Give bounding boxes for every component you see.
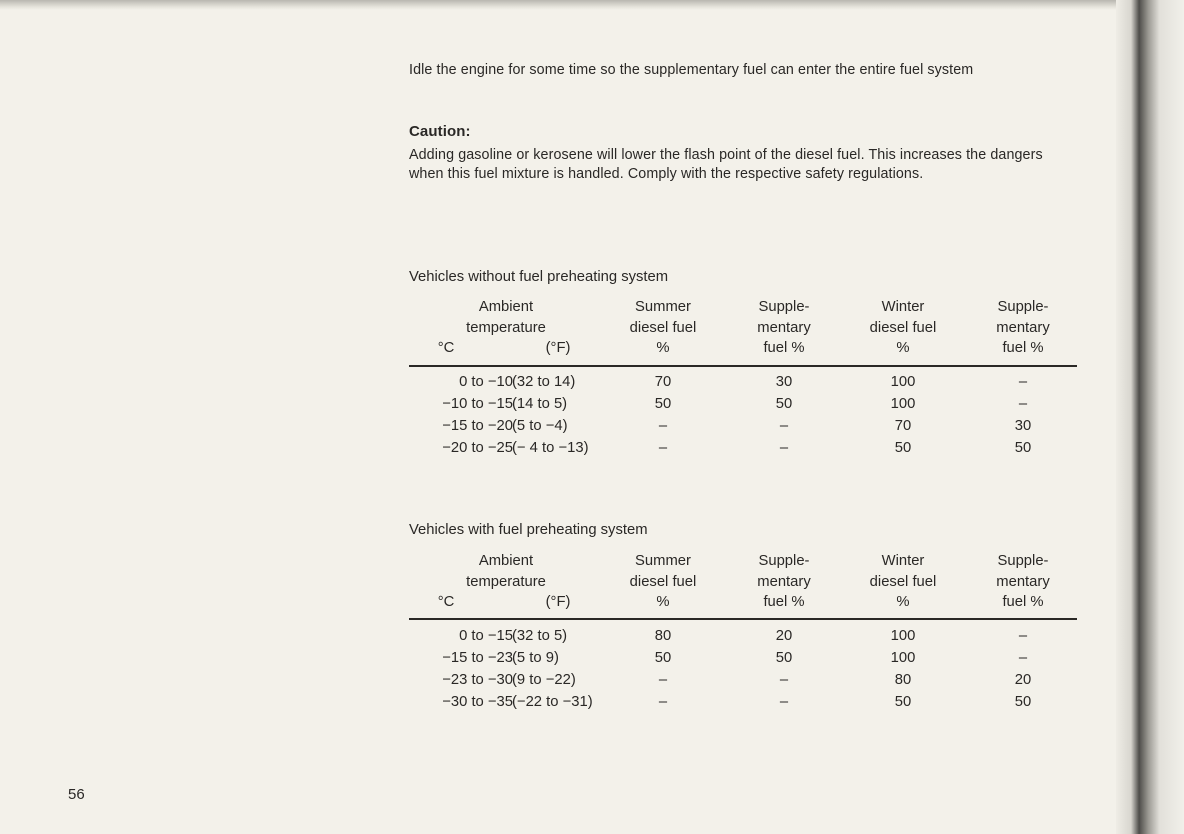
header-summer-diesel xyxy=(608,551,718,613)
table-row xyxy=(0,650,1184,670)
header-line: Ambient xyxy=(478,299,534,315)
cell-celsius: −30 to −35 xyxy=(442,694,513,710)
cell-winter-diesel: 100 xyxy=(890,396,916,412)
cell-fahrenheit: (−22 to −31) xyxy=(512,694,593,710)
header-celsius: °C xyxy=(437,594,455,610)
header-line: Supple- xyxy=(997,553,1049,569)
table-title: Vehicles without fuel preheating system xyxy=(409,269,669,285)
header-line: % xyxy=(656,340,670,356)
cell-fahrenheit: (− 4 to −13) xyxy=(512,440,589,456)
header-line: mentary xyxy=(757,573,811,590)
cell-summer-diesel: 80 xyxy=(654,628,672,644)
cell-celsius: 0 to −10 xyxy=(459,374,513,390)
cell-winter-diesel: 50 xyxy=(894,694,912,710)
header-winter-diesel xyxy=(848,551,958,613)
cell-celsius: 0 to −15 xyxy=(459,628,513,644)
header-line: diesel fuel xyxy=(869,573,937,590)
cell-summer-supplementary: 50 xyxy=(775,396,793,412)
cell-summer-diesel: – xyxy=(658,440,668,456)
table-row xyxy=(0,694,1184,714)
cell-winter-diesel: 70 xyxy=(894,418,912,434)
cell-summer-supplementary: 20 xyxy=(775,628,793,644)
table-title: Vehicles with fuel preheating system xyxy=(409,522,648,538)
header-line: Summer xyxy=(635,299,691,315)
header-line: % xyxy=(656,594,670,610)
header-line: Supple- xyxy=(997,299,1049,315)
cell-winter-supplementary: – xyxy=(1018,396,1028,412)
header-line: fuel % xyxy=(1002,594,1044,610)
cell-winter-diesel: 100 xyxy=(890,374,916,390)
cell-summer-diesel: – xyxy=(658,418,668,434)
cell-summer-diesel: – xyxy=(658,672,668,688)
header-line: Summer xyxy=(635,553,691,569)
caution-heading: Caution: xyxy=(409,123,471,140)
table-row xyxy=(0,374,1184,394)
cell-summer-diesel: 50 xyxy=(654,650,672,666)
header-line: Supple- xyxy=(758,553,810,569)
header-celsius: °C xyxy=(437,340,455,356)
cell-summer-diesel: 50 xyxy=(654,396,672,412)
header-line: % xyxy=(896,340,910,356)
header-summer-supplementary xyxy=(729,551,839,613)
header-fahrenheit: (°F) xyxy=(545,594,571,610)
header-summer-supplementary xyxy=(729,297,839,359)
cell-celsius: −10 to −15 xyxy=(442,396,513,412)
page-top-shadow xyxy=(0,0,1184,10)
cell-summer-supplementary: 50 xyxy=(775,650,793,666)
cell-fahrenheit: (5 to 9) xyxy=(512,650,559,666)
cell-winter-supplementary: 50 xyxy=(1014,440,1032,456)
cell-summer-supplementary: – xyxy=(779,440,789,456)
header-line: fuel % xyxy=(1002,340,1044,356)
cell-summer-supplementary: – xyxy=(779,672,789,688)
cell-winter-supplementary: – xyxy=(1018,374,1028,390)
header-line: % xyxy=(896,594,910,610)
header-line: Winter xyxy=(881,553,925,569)
cell-summer-diesel: 70 xyxy=(654,374,672,390)
cell-winter-supplementary: – xyxy=(1018,628,1028,644)
cell-winter-diesel: 50 xyxy=(894,440,912,456)
cell-summer-supplementary: – xyxy=(779,418,789,434)
cell-celsius: −23 to −30 xyxy=(442,672,513,688)
table-row xyxy=(0,396,1184,416)
cell-summer-supplementary: – xyxy=(779,694,789,710)
cell-winter-diesel: 100 xyxy=(890,628,916,644)
page-number: 56 xyxy=(68,786,85,803)
header-line: mentary xyxy=(996,319,1050,336)
header-summer-diesel xyxy=(608,297,718,359)
header-line: mentary xyxy=(996,573,1050,590)
header-line: temperature xyxy=(466,319,546,336)
header-line: diesel fuel xyxy=(629,319,697,336)
cell-summer-supplementary: 30 xyxy=(775,374,793,390)
cell-winter-diesel: 80 xyxy=(894,672,912,688)
header-ambient-temperature xyxy=(440,551,572,592)
header-winter-supplementary xyxy=(968,297,1078,359)
cell-celsius: −15 to −23 xyxy=(442,650,513,666)
header-winter-supplementary xyxy=(968,551,1078,613)
caution-paragraph: Adding gasoline or kerosene will lower the flash point of the diesel fuel. This increases the dangers when this fuel mixture is handled. Comply with the respective safety regulations. xyxy=(409,147,1043,182)
cell-winter-diesel: 100 xyxy=(890,650,916,666)
header-line: fuel % xyxy=(763,340,805,356)
table-row xyxy=(0,418,1184,438)
table-header-rule xyxy=(409,618,1077,620)
cell-fahrenheit: (9 to −22) xyxy=(512,672,576,688)
cell-fahrenheit: (32 to 5) xyxy=(512,628,568,644)
header-line: mentary xyxy=(757,319,811,336)
header-line: fuel % xyxy=(763,594,805,610)
table-row xyxy=(0,672,1184,692)
header-line: Ambient xyxy=(478,553,534,569)
header-line: temperature xyxy=(466,573,546,590)
header-line: diesel fuel xyxy=(869,319,937,336)
table-row xyxy=(0,628,1184,648)
table-header-rule xyxy=(409,365,1077,367)
header-winter-diesel xyxy=(848,297,958,359)
cell-winter-supplementary: – xyxy=(1018,650,1028,666)
cell-winter-supplementary: 20 xyxy=(1014,672,1032,688)
header-line: Supple- xyxy=(758,299,810,315)
header-ambient-temperature xyxy=(440,297,572,338)
cell-celsius: −15 to −20 xyxy=(442,418,513,434)
cell-fahrenheit: (14 to 5) xyxy=(512,396,568,412)
cell-celsius: −20 to −25 xyxy=(442,440,513,456)
cell-summer-diesel: – xyxy=(658,694,668,710)
table-row xyxy=(0,440,1184,460)
header-line: Winter xyxy=(881,299,925,315)
cell-fahrenheit: (5 to −4) xyxy=(512,418,568,434)
header-line: diesel fuel xyxy=(629,573,697,590)
cell-winter-supplementary: 50 xyxy=(1014,694,1032,710)
header-fahrenheit: (°F) xyxy=(545,340,571,356)
intro-paragraph: Idle the engine for some time so the supplementary fuel can enter the entire fuel system xyxy=(409,62,974,78)
cell-fahrenheit: (32 to 14) xyxy=(512,374,576,390)
cell-winter-supplementary: 30 xyxy=(1014,418,1032,434)
